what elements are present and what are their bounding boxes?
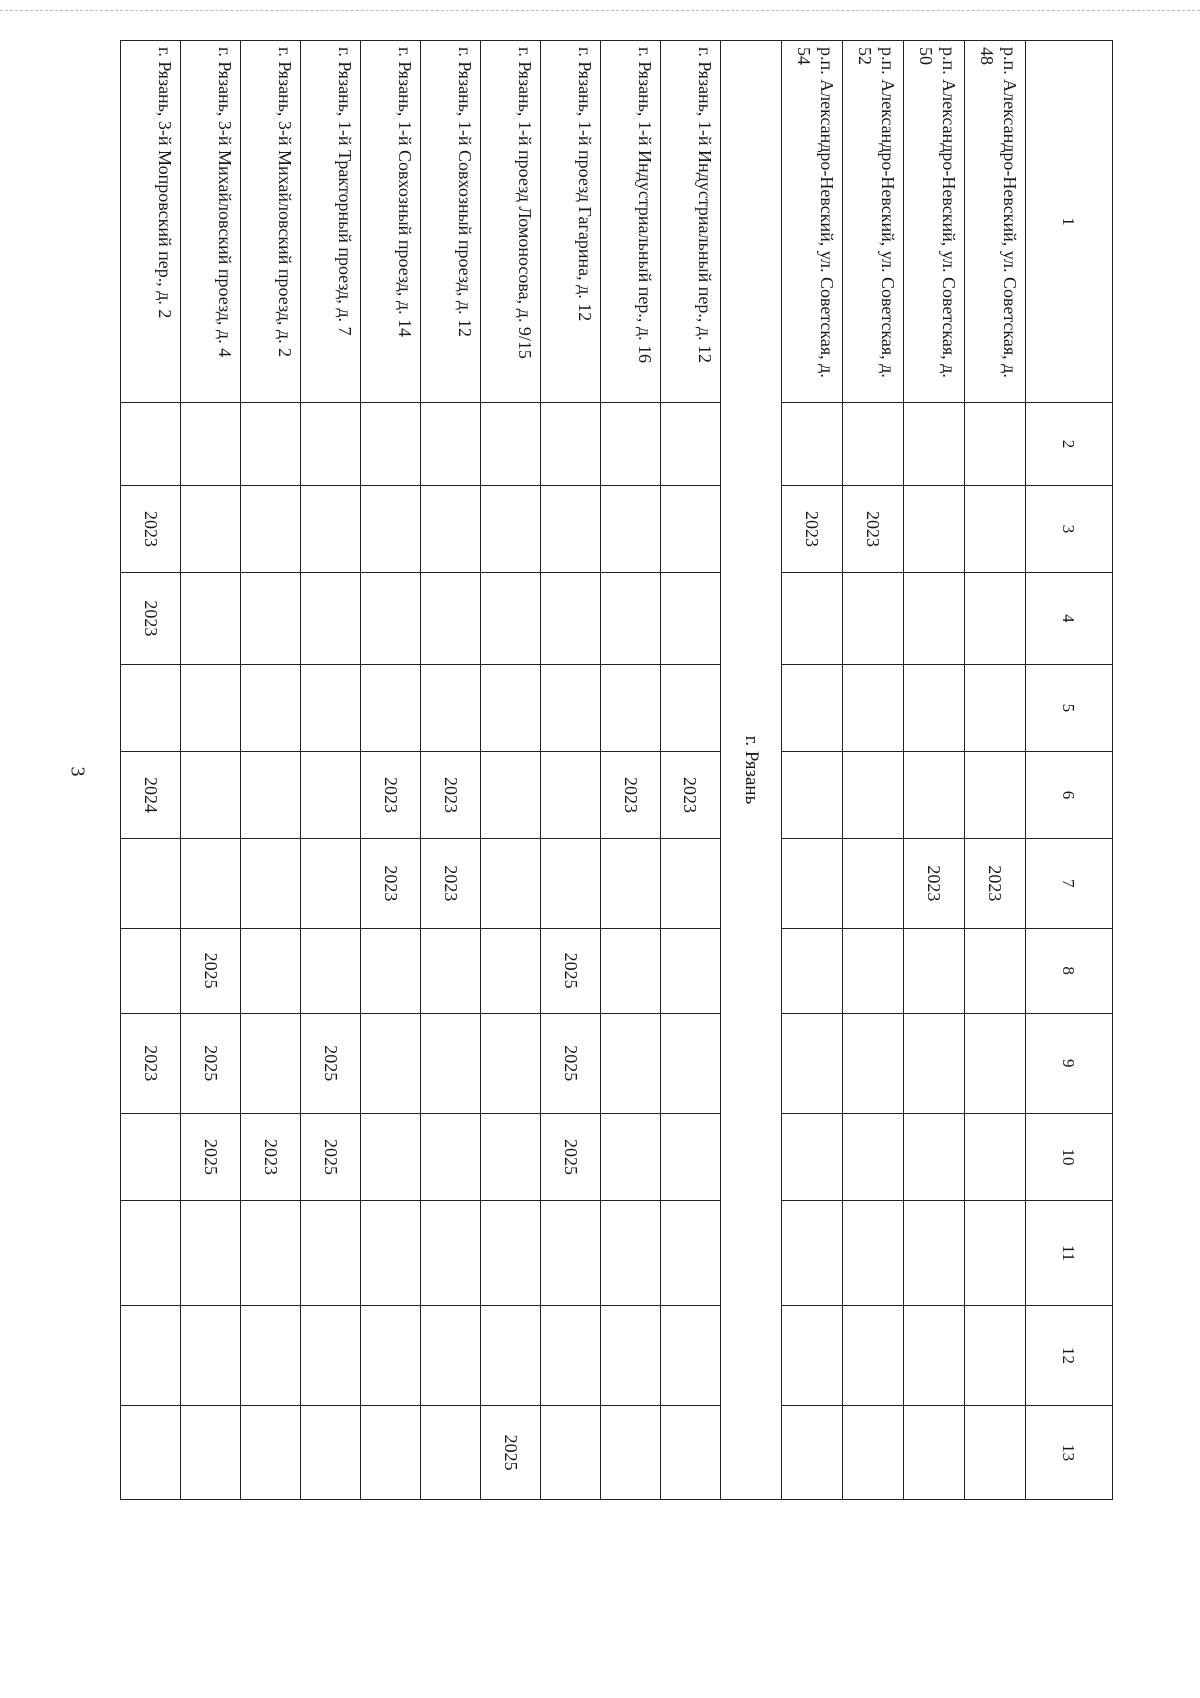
year-cell	[241, 485, 301, 572]
table-row	[781, 41, 842, 1500]
address-cell: г. Рязань, 1-й Тракторный проезд, д. 7	[301, 41, 361, 403]
year-cell	[121, 664, 181, 751]
year-cell	[842, 1201, 903, 1306]
year-cell	[360, 1201, 420, 1306]
year-cell	[964, 485, 1025, 572]
year-cell	[842, 1013, 903, 1113]
year-cell	[903, 1201, 964, 1306]
year-cell	[540, 664, 600, 751]
year-cell: 2023	[842, 485, 903, 572]
year-cell	[360, 403, 420, 486]
year-cell	[480, 1013, 540, 1113]
table-body	[121, 41, 1113, 1500]
year-cell	[241, 928, 301, 1013]
table-row	[964, 41, 1025, 1500]
table-row	[420, 41, 480, 1500]
year-cell	[181, 1305, 241, 1405]
address-cell: р.п. Александро-Невский, ул. Советская, д. 52	[842, 41, 903, 403]
address-cell: г. Рязань, 3-й Михайловский проезд, д. 2	[241, 41, 301, 403]
year-cell	[241, 573, 301, 665]
year-cell	[301, 928, 361, 1013]
address-cell: г. Рязань, 1-й проезд Ломоносова, д. 9/15	[480, 41, 540, 403]
column-header-9: 9	[1025, 1013, 1112, 1113]
year-cell: 2024	[121, 751, 181, 838]
year-cell: 2023	[781, 485, 842, 572]
year-cell: 2025	[181, 1013, 241, 1113]
column-header-4: 4	[1025, 573, 1112, 665]
year-cell	[121, 928, 181, 1013]
year-cell	[301, 1201, 361, 1306]
year-cell: 2023	[121, 573, 181, 665]
year-cell	[181, 839, 241, 928]
year-cell: 2025	[301, 1113, 361, 1200]
year-cell	[660, 485, 720, 572]
section-title: г. Рязань	[720, 41, 781, 1500]
year-cell	[360, 573, 420, 665]
year-cell	[360, 928, 420, 1013]
year-cell: 2023	[600, 751, 660, 838]
year-cell	[660, 573, 720, 665]
column-header-7: 7	[1025, 839, 1112, 928]
section-row	[720, 41, 781, 1500]
year-cell	[301, 751, 361, 838]
year-cell	[360, 485, 420, 572]
year-cell: 2025	[540, 1113, 600, 1200]
year-cell	[964, 664, 1025, 751]
year-cell	[600, 664, 660, 751]
year-cell	[480, 573, 540, 665]
year-cell	[964, 573, 1025, 665]
year-cell	[241, 1406, 301, 1500]
year-cell	[540, 1406, 600, 1500]
year-cell	[903, 751, 964, 838]
year-cell	[181, 1406, 241, 1500]
year-cell	[842, 573, 903, 665]
year-cell: 2023	[660, 751, 720, 838]
year-cell: 2023	[903, 839, 964, 928]
year-cell	[600, 1201, 660, 1306]
year-cell: 2023	[360, 751, 420, 838]
year-cell	[600, 573, 660, 665]
year-cell	[964, 928, 1025, 1013]
year-cell	[121, 1406, 181, 1500]
header-row	[1025, 41, 1112, 1500]
table-row	[181, 41, 241, 1500]
year-cell	[360, 664, 420, 751]
column-header-11: 11	[1025, 1201, 1112, 1306]
column-header-12: 12	[1025, 1305, 1112, 1405]
year-cell	[420, 1305, 480, 1405]
year-cell	[964, 1201, 1025, 1306]
year-cell	[842, 664, 903, 751]
address-cell: г. Рязань, 3-й Мопровский пер., д. 2	[121, 41, 181, 403]
year-cell	[903, 928, 964, 1013]
year-cell	[842, 751, 903, 838]
year-cell	[600, 928, 660, 1013]
year-cell: 2023	[964, 839, 1025, 928]
scan-edge	[0, 10, 1200, 17]
year-cell	[660, 403, 720, 486]
year-cell: 2023	[420, 839, 480, 928]
year-cell	[480, 751, 540, 838]
year-cell	[480, 1305, 540, 1405]
year-cell	[600, 485, 660, 572]
year-cell	[360, 1113, 420, 1200]
year-cell	[480, 928, 540, 1013]
year-cell	[241, 664, 301, 751]
column-header-6: 6	[1025, 751, 1112, 838]
year-cell	[480, 485, 540, 572]
year-cell	[301, 1305, 361, 1405]
year-cell	[660, 664, 720, 751]
table-row	[121, 41, 181, 1500]
year-cell	[600, 1406, 660, 1500]
table-row	[241, 41, 301, 1500]
year-cell: 2025	[480, 1406, 540, 1500]
year-cell: 2025	[181, 928, 241, 1013]
year-cell	[903, 1406, 964, 1500]
table-row	[600, 41, 660, 1500]
year-cell	[181, 485, 241, 572]
year-cell: 2023	[420, 751, 480, 838]
address-cell: г. Рязань, 3-й Михайловский проезд, д. 4	[181, 41, 241, 403]
year-cell	[964, 403, 1025, 486]
table-row	[903, 41, 964, 1500]
year-cell	[480, 839, 540, 928]
year-cell: 2025	[540, 1013, 600, 1113]
year-cell	[842, 403, 903, 486]
year-cell	[660, 1113, 720, 1200]
year-cell	[842, 1305, 903, 1405]
address-cell: р.п. Александро-Невский, ул. Советская, д. 50	[903, 41, 964, 403]
year-cell	[420, 403, 480, 486]
year-cell: 2025	[181, 1113, 241, 1200]
table-row	[480, 41, 540, 1500]
rotated-table-wrapper	[120, 40, 1113, 1500]
year-cell	[781, 1201, 842, 1306]
year-cell	[360, 1305, 420, 1405]
column-header-13: 13	[1025, 1406, 1112, 1500]
column-header-10: 10	[1025, 1113, 1112, 1200]
table-row	[301, 41, 361, 1500]
address-cell: р.п. Александро-Невский, ул. Советская, д. 48	[964, 41, 1025, 403]
year-cell	[540, 1305, 600, 1405]
table-row	[540, 41, 600, 1500]
year-cell	[964, 1113, 1025, 1200]
year-cell: 2023	[121, 485, 181, 572]
page-number: 3	[66, 766, 89, 777]
column-header-3: 3	[1025, 485, 1112, 572]
table-row	[842, 41, 903, 1500]
year-cell: 2023	[360, 839, 420, 928]
address-cell: г. Рязань, 1-й Совхозный проезд, д. 12	[420, 41, 480, 403]
year-cell	[420, 1113, 480, 1200]
schedule-table	[120, 40, 1113, 1500]
year-cell	[121, 1305, 181, 1405]
year-cell	[781, 573, 842, 665]
year-cell	[360, 1013, 420, 1113]
year-cell	[241, 1201, 301, 1306]
address-cell: г. Рязань, 1-й Индустриальный пер., д. 16	[600, 41, 660, 403]
year-cell	[480, 664, 540, 751]
address-cell: г. Рязань, 1-й проезд Гагарина, д. 12	[540, 41, 600, 403]
year-cell	[600, 1113, 660, 1200]
year-cell	[660, 1406, 720, 1500]
year-cell	[121, 403, 181, 486]
year-cell	[903, 1013, 964, 1113]
year-cell	[903, 485, 964, 572]
year-cell	[781, 928, 842, 1013]
year-cell	[903, 664, 964, 751]
year-cell	[781, 664, 842, 751]
year-cell	[420, 1406, 480, 1500]
year-cell	[420, 573, 480, 665]
year-cell	[903, 1113, 964, 1200]
year-cell	[903, 1305, 964, 1405]
year-cell	[660, 928, 720, 1013]
year-cell	[121, 1113, 181, 1200]
year-cell	[540, 1201, 600, 1306]
year-cell	[781, 403, 842, 486]
year-cell	[600, 1013, 660, 1113]
year-cell	[301, 403, 361, 486]
year-cell	[480, 403, 540, 486]
year-cell	[903, 403, 964, 486]
year-cell	[480, 1113, 540, 1200]
year-cell	[241, 1013, 301, 1113]
year-cell	[420, 1201, 480, 1306]
year-cell	[540, 751, 600, 838]
column-header-8: 8	[1025, 928, 1112, 1013]
table-row	[360, 41, 420, 1500]
year-cell	[181, 573, 241, 665]
year-cell	[964, 751, 1025, 838]
year-cell	[420, 1013, 480, 1113]
year-cell	[781, 1113, 842, 1200]
year-cell	[600, 403, 660, 486]
year-cell	[420, 664, 480, 751]
year-cell	[241, 839, 301, 928]
year-cell	[964, 1013, 1025, 1113]
year-cell: 2025	[540, 928, 600, 1013]
year-cell	[301, 839, 361, 928]
year-cell	[781, 1406, 842, 1500]
year-cell	[420, 928, 480, 1013]
year-cell	[301, 664, 361, 751]
year-cell: 2023	[121, 1013, 181, 1113]
year-cell	[660, 839, 720, 928]
column-header-2: 2	[1025, 403, 1112, 486]
year-cell	[660, 1305, 720, 1405]
year-cell	[781, 751, 842, 838]
address-cell: г. Рязань, 1-й Совхозный проезд, д. 14	[360, 41, 420, 403]
year-cell	[964, 1305, 1025, 1405]
year-cell	[360, 1406, 420, 1500]
column-header-1: 1	[1025, 41, 1112, 403]
year-cell	[540, 573, 600, 665]
year-cell	[121, 1201, 181, 1306]
year-cell	[842, 928, 903, 1013]
year-cell	[301, 573, 361, 665]
year-cell	[903, 573, 964, 665]
column-header-5: 5	[1025, 664, 1112, 751]
year-cell	[540, 839, 600, 928]
year-cell	[964, 1406, 1025, 1500]
year-cell	[121, 839, 181, 928]
year-cell	[420, 485, 480, 572]
year-cell	[842, 1113, 903, 1200]
year-cell	[660, 1013, 720, 1113]
year-cell	[660, 1201, 720, 1306]
table-row	[660, 41, 720, 1500]
year-cell	[301, 485, 361, 572]
year-cell	[842, 839, 903, 928]
year-cell	[781, 1013, 842, 1113]
year-cell	[600, 839, 660, 928]
year-cell	[540, 403, 600, 486]
year-cell	[181, 403, 241, 486]
year-cell	[781, 839, 842, 928]
year-cell	[600, 1305, 660, 1405]
address-cell: р.п. Александро-Невский, ул. Советская, д. 54	[781, 41, 842, 403]
year-cell	[181, 1201, 241, 1306]
year-cell	[181, 751, 241, 838]
year-cell	[842, 1406, 903, 1500]
year-cell	[540, 485, 600, 572]
year-cell	[181, 664, 241, 751]
year-cell	[301, 1406, 361, 1500]
year-cell	[781, 1305, 842, 1405]
year-cell: 2025	[301, 1013, 361, 1113]
year-cell: 2023	[241, 1113, 301, 1200]
year-cell	[241, 1305, 301, 1405]
address-cell: г. Рязань, 1-й Индустриальный пер., д. 12	[660, 41, 720, 403]
year-cell	[241, 403, 301, 486]
year-cell	[241, 751, 301, 838]
year-cell	[480, 1201, 540, 1306]
